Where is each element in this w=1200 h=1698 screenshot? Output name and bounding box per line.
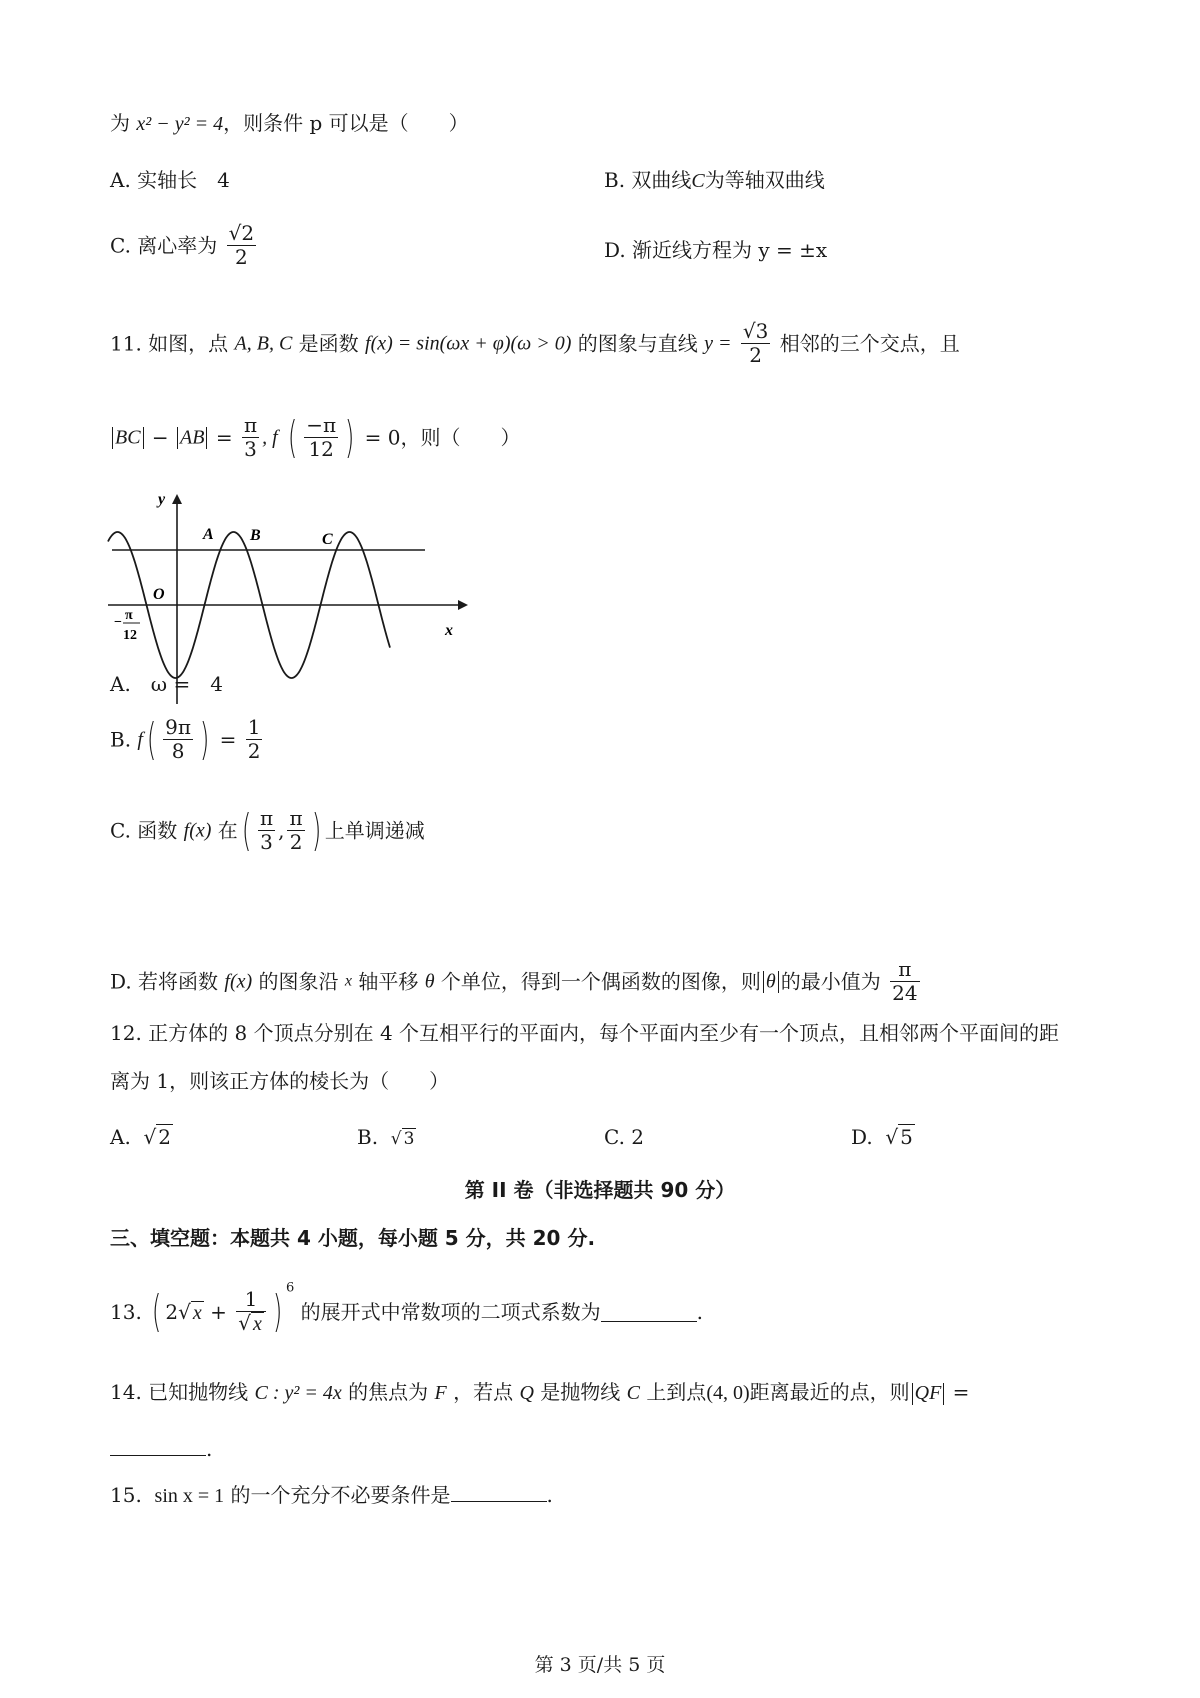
- q12-option-b-sqrt: √ 3: [390, 1129, 415, 1149]
- q12-option-a: [110, 1127, 173, 1147]
- answer-blank[interactable]: [601, 1303, 697, 1322]
- q15-end: .: [546, 1483, 553, 1507]
- q11-option-d-f: f(x): [224, 970, 253, 993]
- graph-label-12: 12: [123, 628, 137, 643]
- q11-stem-mid: 是函数: [298, 331, 359, 356]
- q14-mid5: 距离最近的点，则: [749, 1380, 910, 1404]
- q11-option-c-d1: 3: [260, 830, 273, 854]
- q14-mid3: 是抛物线: [540, 1380, 621, 1404]
- answer-blank[interactable]: [110, 1437, 206, 1456]
- q13: [110, 1280, 704, 1337]
- graph-label-origin: O: [153, 586, 165, 603]
- q12-option-a-label: A.: [110, 1125, 131, 1149]
- q14-mid2: ，若点: [453, 1380, 514, 1404]
- q11-option-b: [110, 713, 265, 765]
- abs-bar: [112, 427, 113, 449]
- q14-point: (4, 0): [706, 1382, 750, 1404]
- q10-option-a: A. 实轴长 4: [110, 168, 230, 192]
- q13-exponent: 6: [286, 1280, 295, 1296]
- graph-label-a: A: [203, 526, 214, 543]
- q10-option-d: D. 渐近线方程为 y = ±x: [604, 238, 828, 262]
- q12-option-d-label: D.: [851, 1125, 873, 1149]
- q14-point-q: Q: [519, 1382, 534, 1404]
- q10-intro-equation: x² − y² = 4: [136, 113, 224, 135]
- q10-option-b-var: C: [691, 170, 705, 192]
- q13-x1: x: [192, 1301, 202, 1324]
- q13-two: 2: [165, 1300, 179, 1324]
- q11-option-b-rnum: 1: [247, 715, 261, 739]
- q12-option-d: [851, 1127, 915, 1147]
- q11-option-c-frac-2: [287, 807, 304, 854]
- q11-option-d-num: π: [890, 958, 919, 982]
- graph-label-y: y: [158, 491, 166, 508]
- right-paren: ): [311, 804, 321, 856]
- q11-cond-3: 3: [244, 437, 257, 461]
- q11-cond-eq: =: [215, 425, 233, 450]
- right-paren: ): [344, 411, 355, 463]
- abs-bar: [143, 427, 144, 449]
- graph-label-x: x: [445, 622, 453, 639]
- q11-option-d-mid2: 轴平移: [358, 969, 419, 994]
- q12-option-b-label: B.: [357, 1125, 379, 1149]
- q13-suffix: 的展开式中常数项的二项式系数为: [300, 1300, 601, 1324]
- q11-stem-y: y =: [704, 332, 732, 355]
- q11-option-c-in: 在: [217, 818, 238, 843]
- q11-option-c-frac-1: [258, 807, 275, 854]
- q10-intro-suffix: ，则条件 p 可以是（ ）: [223, 111, 469, 135]
- q11-stem-num: √3: [742, 319, 769, 343]
- graph-label-b: B: [250, 527, 261, 544]
- q12-option-b-val: 3: [403, 1129, 415, 1149]
- q11-cond-f: , f: [262, 426, 278, 449]
- q11-stem-fraction: [741, 320, 770, 367]
- q10-option-c: [110, 222, 259, 269]
- q11-option-a: A. ω = 4: [110, 672, 223, 696]
- abs-bar: [778, 971, 779, 993]
- q11-option-b-den: 8: [171, 739, 185, 763]
- q14-mid4: 上到点: [646, 1380, 707, 1404]
- q11-cond-suffix: = 0，则（ ）: [364, 425, 521, 450]
- q13-sqrt-x: √ x: [178, 1299, 202, 1324]
- q11-option-b-prefix: B.: [110, 727, 132, 752]
- q10-option-c-den: 2: [235, 245, 248, 269]
- q12-option-a-val: 2: [158, 1125, 172, 1149]
- q13-x2: x: [252, 1313, 262, 1335]
- answer-blank[interactable]: [451, 1483, 547, 1502]
- abs-bar: [177, 427, 178, 449]
- q11-option-c-n2: π: [289, 806, 303, 830]
- abs-bar: [763, 971, 764, 993]
- q10-option-c-fraction: [227, 222, 256, 269]
- graph-label-neg: −: [114, 615, 122, 630]
- right-paren: ): [272, 1286, 283, 1337]
- graph-label-pi: π: [125, 608, 133, 623]
- left-paren: (: [146, 713, 157, 765]
- q11-option-d-mid4: 的最小值为: [780, 969, 881, 994]
- q12-line-1: 12. 正方体的 8 个顶点分别在 4 个互相平行的平面内，每个平面内至少有一个顶点，且相邻两个平面间的距: [110, 1021, 1060, 1045]
- q14-curve-c: C: [626, 1382, 640, 1404]
- q11-option-c-d2: 2: [289, 830, 303, 854]
- q11-option-d-fraction: [890, 958, 919, 1005]
- q11-option-d-mid: 的图象沿: [258, 969, 339, 994]
- q14-answer-line: [110, 1437, 212, 1459]
- graph-label-c: C: [322, 531, 333, 548]
- q11-condition: [110, 411, 521, 463]
- q14: [110, 1382, 969, 1405]
- q13-den-sqrt: √ x: [238, 1311, 262, 1335]
- q12-option-d-val: 5: [900, 1125, 913, 1149]
- q11-option-d-x: x: [344, 972, 352, 990]
- q11-stem-mid2: 的图象与直线: [577, 331, 698, 356]
- q11-option-d-mid3: 个单位，得到一个偶函数的图像，则: [440, 969, 761, 994]
- q11-option-b-eq: =: [219, 727, 237, 752]
- q11-option-d-prefix: D. 若将函数: [110, 969, 219, 994]
- left-paren: (: [241, 804, 252, 856]
- q11-option-d-den: 24: [892, 981, 918, 1005]
- q11-option-d: [110, 958, 923, 1005]
- q10-option-c-num: √2: [228, 221, 255, 245]
- q11-option-b-result: [246, 716, 263, 763]
- q12-option-b: [357, 1127, 416, 1148]
- q11-option-c-n1: π: [259, 806, 274, 830]
- q12-option-c: C. 2: [604, 1125, 645, 1149]
- abs-bar: [206, 427, 207, 449]
- q11-stem: [110, 320, 960, 367]
- q11-option-b-rden: 2: [247, 739, 261, 763]
- q11-option-b-f: f: [137, 728, 143, 751]
- q12-line-2: 离为 1，则该正方体的棱长为（ ）: [110, 1069, 450, 1093]
- q14-qf: QF: [914, 1382, 942, 1404]
- q13-end: .: [696, 1300, 704, 1324]
- q12-option-d-sqrt: √ 5: [885, 1125, 913, 1149]
- q11-option-c: [110, 804, 425, 856]
- q10-intro-prefix: 为: [110, 111, 130, 135]
- q11-stem-function: f(x) = sin(ωx + φ)(ω > 0): [365, 332, 572, 355]
- q14-eq: =: [952, 1380, 970, 1404]
- q10-option-c-prefix: C. 离心率为: [110, 233, 218, 258]
- q14-mid1: 的焦点为: [348, 1380, 429, 1404]
- q11-cond-fraction-1: [242, 414, 259, 461]
- q11-stem-den: 2: [749, 343, 762, 367]
- q15-equation: sin x = 1: [154, 1485, 225, 1507]
- q13-fraction: [236, 1288, 266, 1336]
- q13-number: 13.: [110, 1300, 142, 1324]
- q15-prefix: 15.: [110, 1483, 142, 1507]
- q11-cond-bc: BC: [115, 426, 141, 449]
- comma: ,: [278, 818, 285, 843]
- q12-option-a-sqrt: √ 2: [143, 1125, 172, 1149]
- q13-plus: +: [210, 1300, 227, 1324]
- q11-stem-suffix: 相邻的三个交点，且: [779, 331, 960, 356]
- q11-cond-neg-pi: −π: [306, 413, 337, 437]
- q11-option-b-fraction: [163, 716, 193, 763]
- q11-cond-pi: π: [243, 413, 258, 437]
- q11-option-c-f: f(x): [183, 819, 212, 842]
- q11-option-d-abs: θ: [765, 970, 776, 993]
- q14-prefix: 14. 已知抛物线: [110, 1380, 249, 1404]
- q11-stem-points: A, B, C: [234, 332, 293, 355]
- x-axis-arrow: [458, 600, 468, 610]
- section-title: 第 II 卷（非选择题共 90 分）: [464, 1178, 736, 1202]
- q14-curve: C : y² = 4x: [254, 1382, 342, 1404]
- q10-option-b-prefix: B. 双曲线: [604, 168, 692, 192]
- q11-cond-fraction-2: [304, 414, 338, 461]
- q11-option-c-suffix: 上单调递减: [324, 818, 425, 843]
- abs-bar: [943, 1383, 944, 1405]
- q10-option-b: [604, 170, 825, 191]
- q11-option-b-num: 9π: [165, 715, 192, 739]
- q10-option-b-suffix: 为等轴双曲线: [704, 168, 825, 192]
- q11-cond-12: 12: [308, 437, 334, 461]
- q14-focus: F: [434, 1382, 447, 1404]
- q11-stem-prefix: 11. 如图，点: [110, 331, 229, 356]
- right-paren: ): [199, 713, 210, 765]
- q14-end: .: [206, 1437, 213, 1461]
- abs-bar: [912, 1383, 913, 1405]
- page-footer: 第 3 页/共 5 页: [534, 1654, 666, 1676]
- q15-suffix: 的一个充分不必要条件是: [230, 1483, 451, 1507]
- q13-one: 1: [236, 1288, 266, 1312]
- minus-sign: −: [151, 425, 169, 450]
- q10-intro: [110, 113, 469, 134]
- q11-cond-ab: AB: [180, 426, 205, 449]
- left-paren: (: [152, 1286, 162, 1337]
- section-subtitle: 三、填空题：本题共 4 小题，每小题 5 分，共 20 分.: [110, 1226, 596, 1250]
- q15: [110, 1483, 553, 1506]
- y-axis-arrow: [172, 494, 182, 504]
- q11-option-d-theta: θ: [424, 970, 435, 993]
- left-paren: (: [287, 411, 298, 463]
- q11-option-c-prefix: C. 函数: [110, 818, 178, 843]
